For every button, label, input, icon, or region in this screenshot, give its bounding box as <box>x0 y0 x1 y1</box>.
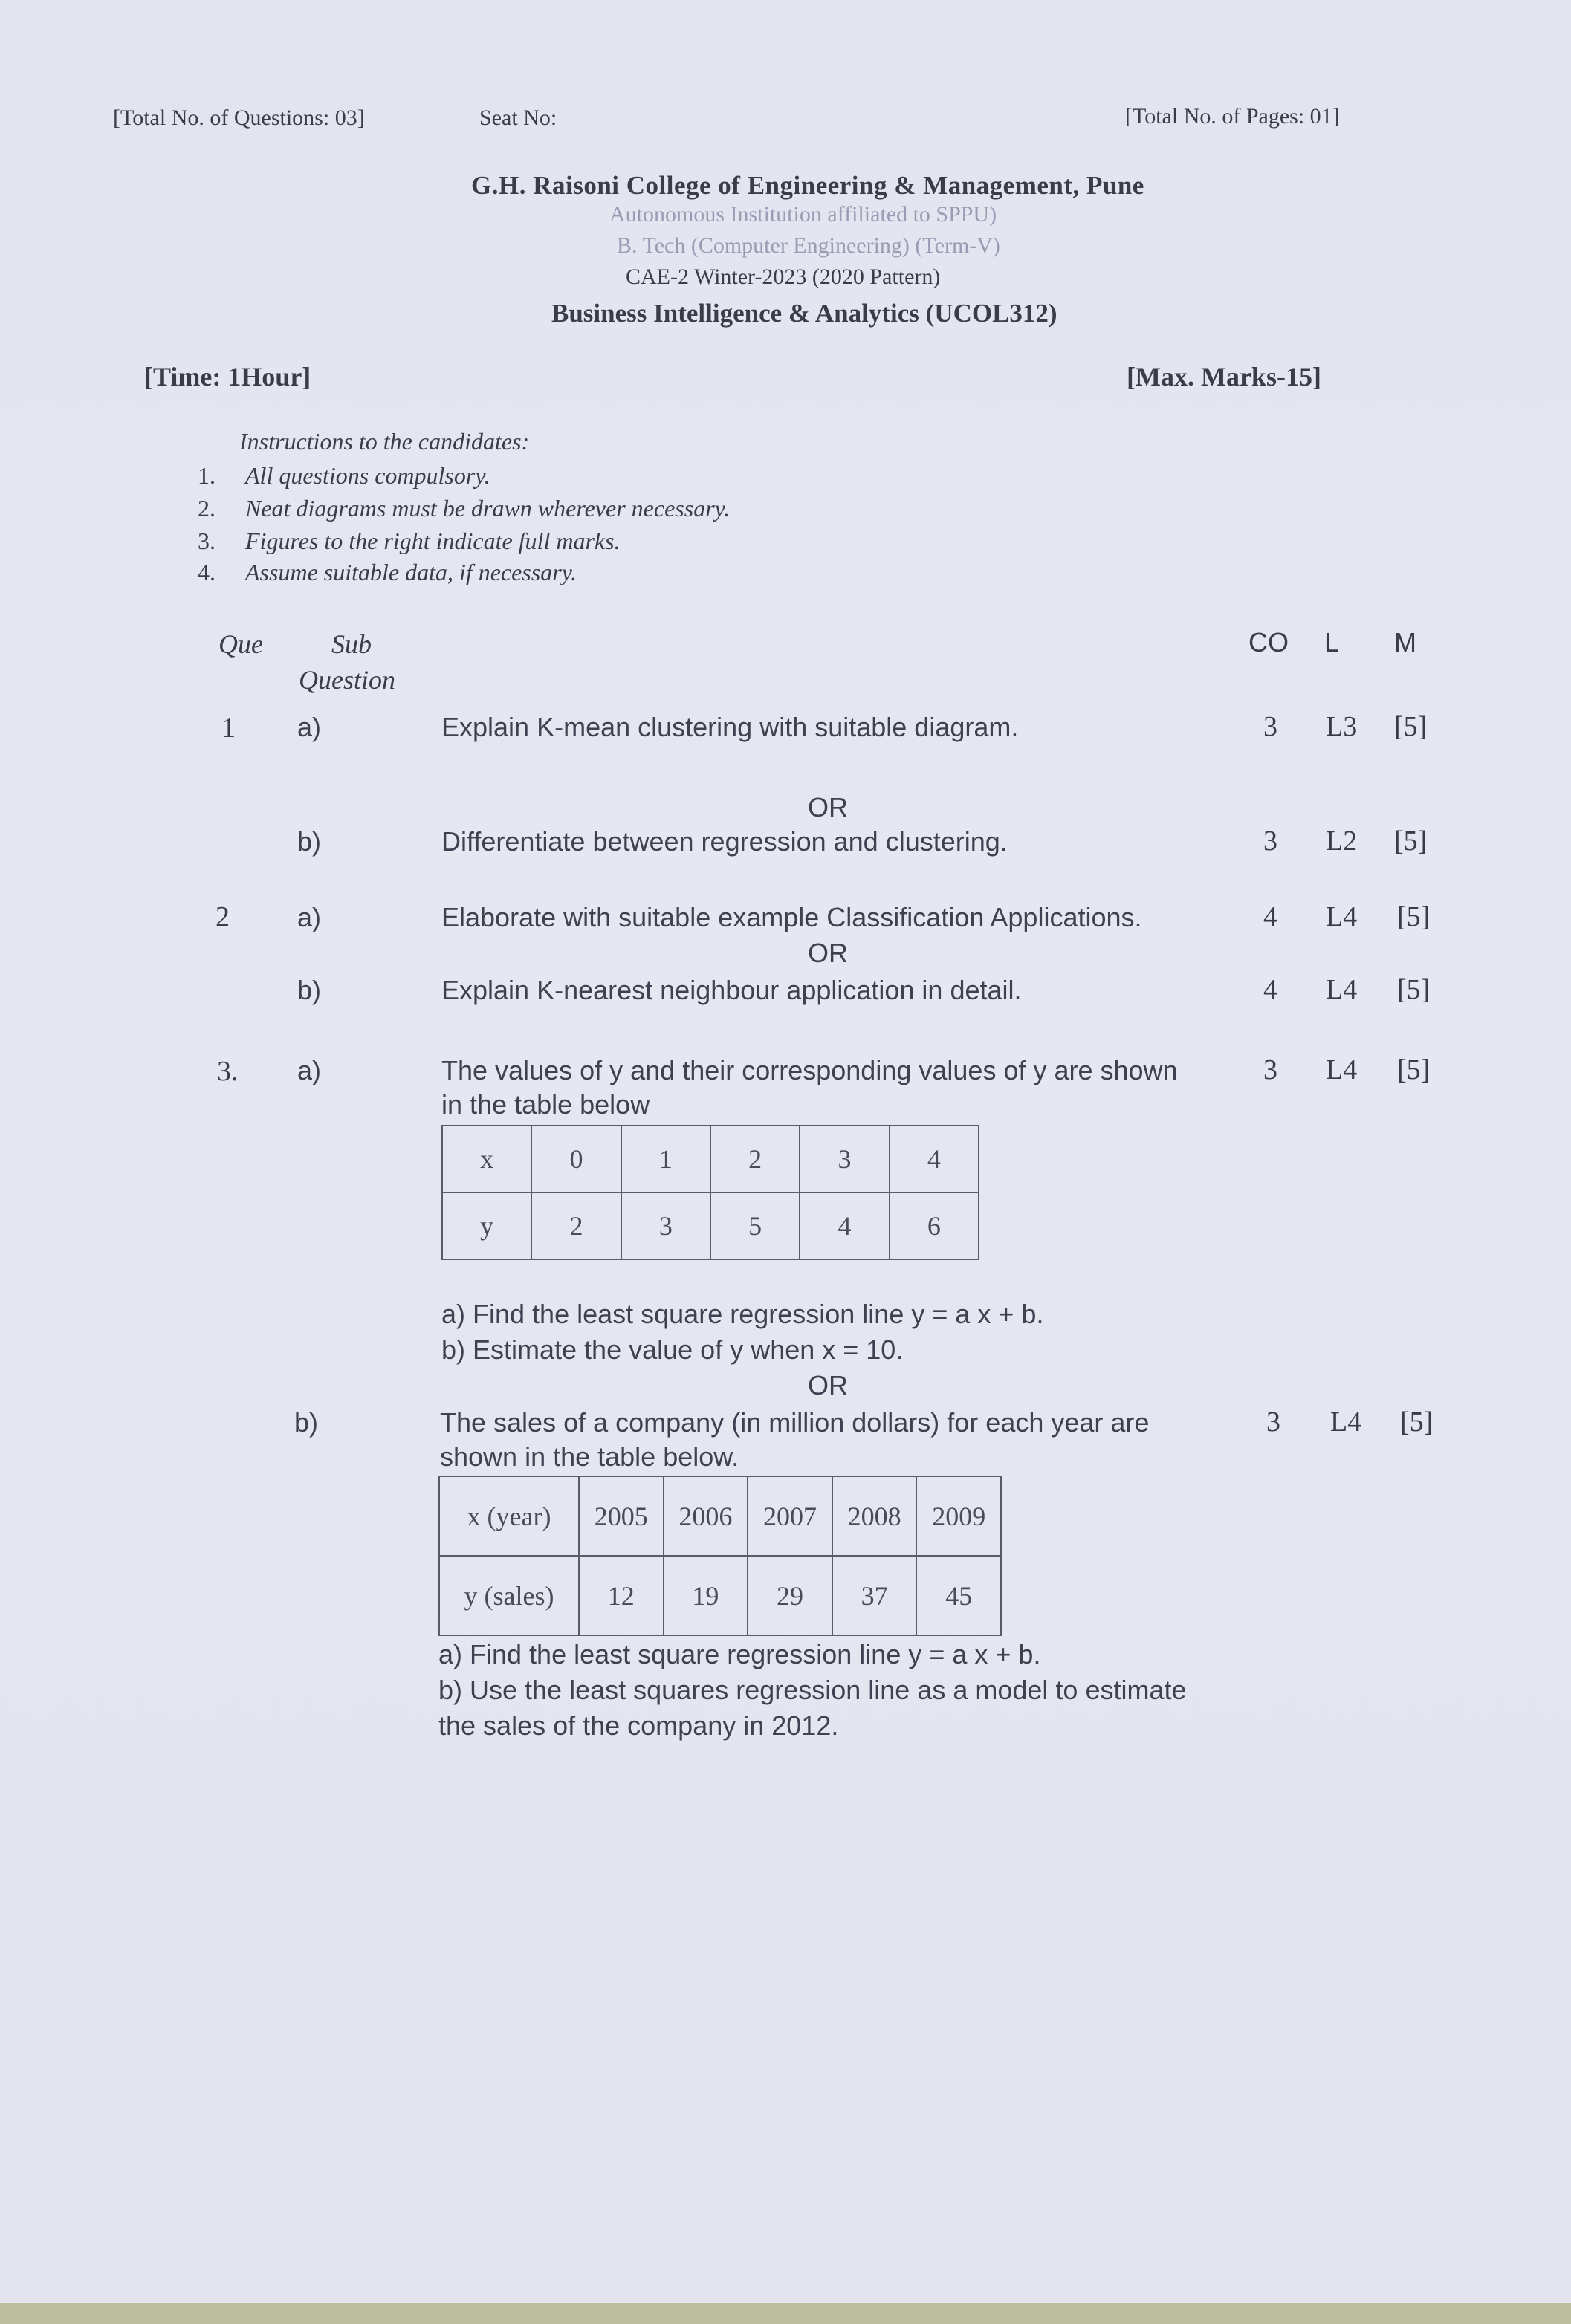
bloom-level: L4 <box>1330 1406 1362 1438</box>
bloom-level: L2 <box>1326 825 1358 857</box>
col-header-sub: Sub <box>331 629 372 659</box>
table-cell: x <box>442 1126 531 1192</box>
total-pages: [Total No. of Pages: 01] <box>1125 104 1340 129</box>
question-number: 3. <box>217 1056 239 1087</box>
table-cell: 3 <box>800 1126 889 1192</box>
instruction-number: 1. <box>198 462 216 489</box>
question-text: Explain K-mean clustering with suitable diagram. <box>441 712 1019 742</box>
course-outcome: 3 <box>1263 1054 1277 1085</box>
table-cell: 2006 <box>664 1476 748 1556</box>
question-number: 2 <box>216 901 230 932</box>
or-separator: OR <box>808 938 848 968</box>
bloom-level: L4 <box>1326 1054 1358 1085</box>
marks: [5] <box>1400 1406 1434 1438</box>
question-text-line: in the table below <box>441 1089 650 1120</box>
table-cell: 2007 <box>748 1476 832 1556</box>
table-cell: 37 <box>832 1556 917 1635</box>
table-cell: 6 <box>890 1192 979 1259</box>
course-outcome: 4 <box>1263 901 1277 932</box>
table-cell: 3 <box>621 1192 710 1259</box>
marks: [5] <box>1397 974 1431 1005</box>
question-text: Elaborate with suitable example Classification Applications. <box>441 902 1142 932</box>
task-line: a) Find the least square regression line y = a x + b. <box>441 1299 1044 1329</box>
sub-question-label: a) <box>297 1055 322 1085</box>
table-cell: y (sales) <box>439 1556 579 1635</box>
bloom-level: L4 <box>1326 974 1358 1005</box>
table-cell: 2 <box>710 1126 800 1192</box>
table-cell: 1 <box>621 1126 710 1192</box>
max-marks-label: [Max. Marks-15] <box>1127 362 1321 392</box>
table-cell: 2009 <box>916 1476 1001 1556</box>
sub-question-label: b) <box>297 975 322 1005</box>
bloom-level: L3 <box>1326 711 1358 742</box>
col-header-l: L <box>1324 627 1340 658</box>
xy-data-table <box>441 1125 979 1260</box>
or-separator: OR <box>808 792 848 822</box>
course-outcome: 4 <box>1263 974 1277 1005</box>
task-line: a) Find the least square regression line y = a x + b. <box>438 1639 1041 1669</box>
college-name: G.H. Raisoni College of Engineering & Management, Pune <box>471 171 1144 200</box>
course-outcome: 3 <box>1263 825 1277 857</box>
marks: [5] <box>1397 901 1431 932</box>
course-outcome: 3 <box>1263 711 1277 742</box>
sub-question-label: b) <box>297 826 322 857</box>
course-outcome: 3 <box>1266 1406 1280 1438</box>
sales-data-table <box>438 1476 1002 1636</box>
table-cell: 12 <box>579 1556 664 1635</box>
instruction-item: All questions compulsory. <box>245 462 490 489</box>
table-cell: 45 <box>916 1556 1001 1635</box>
question-text-line: The values of y and their corresponding values of y are shown <box>441 1055 1178 1085</box>
table-cell: 0 <box>531 1126 621 1192</box>
sub-question-label: a) <box>297 902 322 932</box>
question-text-line: shown in the table below. <box>440 1441 739 1472</box>
bloom-level: L4 <box>1326 901 1358 932</box>
task-line: b) Use the least squares regression line as a model to estimate <box>438 1675 1187 1705</box>
time-label: [Time: 1Hour] <box>144 362 311 392</box>
table-cell: 2005 <box>579 1476 664 1556</box>
sub-question-label: b) <box>294 1407 319 1438</box>
table-cell: x (year) <box>439 1476 579 1556</box>
table-cell: 29 <box>748 1556 832 1635</box>
task-line: the sales of the company in 2012. <box>438 1710 839 1741</box>
instructions-title: Instructions to the candidates: <box>239 428 530 455</box>
col-header-m: M <box>1394 627 1416 658</box>
instruction-item: Assume suitable data, if necessary. <box>245 559 577 585</box>
question-text-line: The sales of a company (in million dollars) for each year are <box>440 1407 1150 1438</box>
table-cell: 19 <box>664 1556 748 1635</box>
question-text: Explain K-nearest neighbour application in detail. <box>441 975 1022 1005</box>
col-header-question: Question <box>299 665 395 695</box>
paper-edge-shadow <box>0 2303 1571 2324</box>
program-line: B. Tech (Computer Engineering) (Term-V) <box>617 233 1000 258</box>
table-cell: 4 <box>890 1126 979 1192</box>
table-cell: 5 <box>710 1192 800 1259</box>
exam-line: CAE-2 Winter-2023 (2020 Pattern) <box>626 264 941 289</box>
col-header-que: Que <box>218 629 263 659</box>
question-number: 1 <box>221 713 236 744</box>
question-text: Differentiate between regression and clustering. <box>441 826 1008 857</box>
marks: [5] <box>1397 1054 1431 1085</box>
table-row <box>442 1192 979 1259</box>
table-row <box>439 1476 1001 1556</box>
or-separator: OR <box>808 1370 848 1400</box>
seat-number-label: Seat No: <box>479 106 557 130</box>
instruction-item: Figures to the right indicate full marks. <box>245 528 621 554</box>
table-row <box>442 1126 979 1192</box>
table-cell: 4 <box>800 1192 889 1259</box>
instruction-number: 2. <box>198 495 216 522</box>
table-cell: y <box>442 1192 531 1259</box>
marks: [5] <box>1394 711 1428 742</box>
col-header-co: CO <box>1248 627 1289 658</box>
task-line: b) Estimate the value of y when x = 10. <box>441 1334 904 1365</box>
table-row <box>439 1556 1001 1635</box>
instruction-number: 4. <box>198 559 216 585</box>
sub-question-label: a) <box>297 712 322 742</box>
marks: [5] <box>1394 825 1428 857</box>
autonomous-line: Autonomous Institution affiliated to SPPU) <box>609 202 997 227</box>
table-cell: 2008 <box>832 1476 917 1556</box>
instruction-number: 3. <box>198 528 216 554</box>
total-questions: [Total No. of Questions: 03] <box>113 106 365 130</box>
table-cell: 2 <box>531 1192 621 1259</box>
subject-title: Business Intelligence & Analytics (UCOL312) <box>551 299 1057 328</box>
instruction-item: Neat diagrams must be drawn wherever necessary. <box>245 495 731 522</box>
